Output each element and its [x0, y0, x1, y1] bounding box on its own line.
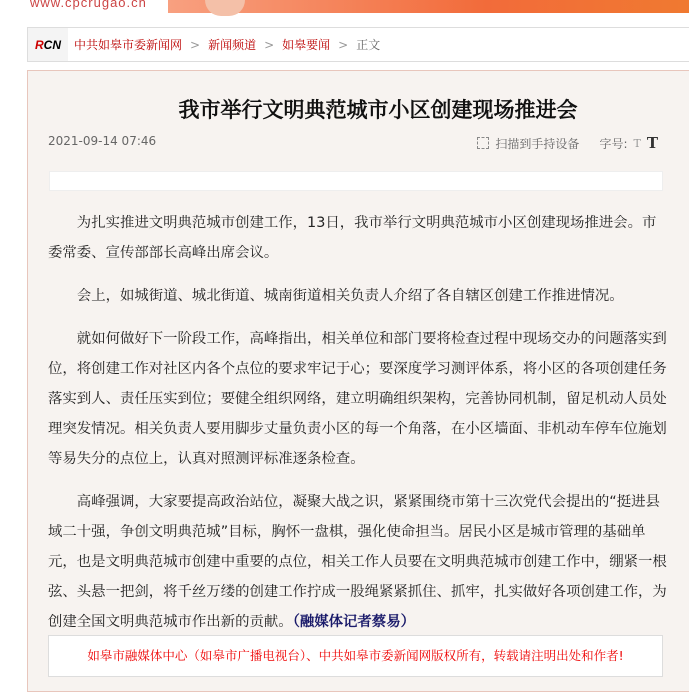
- breadcrumb: [27, 27, 689, 62]
- rcn-logo[interactable]: R CN: [28, 28, 68, 61]
- author-credit: （融媒体记者蔡易）: [292, 614, 415, 630]
- article-meta: [48, 134, 658, 152]
- qr-code-icon[interactable]: [477, 137, 489, 149]
- chevron-right-icon: >: [264, 37, 275, 52]
- paragraph: 为扎实推进文明典范城市创建工作，13日，我市举行文明典范城市小区创建现场推进会。市委常委、宣传部部长高峰出席会议。: [48, 215, 657, 261]
- chevron-right-icon: >: [190, 37, 201, 52]
- font-size-label: 字号:: [599, 136, 628, 151]
- article-body: [48, 208, 670, 650]
- paragraph-text: 高峰强调，大家要提高政治站位，凝聚大战之识，紧紧围绕市第十三次党代会提出的“挺进县域二十强，争创文明典范城”目标，胸怀一盘棋，强化使命担当。居民小区是城市管理的基础单元，也是文明典范城市创建中重要的点位，相关工作人员要在文明典范城市创建工作中，绷紧一根弦、头悬一把剑，将千丝万缕的创建工作拧成一股绳紧紧抓住、抓牢，扎实做好各项创建工作，为创建全国文明典范城市作出新的贡献。: [48, 494, 667, 630]
- top-banner: [168, 0, 689, 13]
- font-small-button[interactable]: T: [633, 136, 641, 150]
- breadcrumb-current: 正文: [356, 38, 381, 52]
- breadcrumb-home[interactable]: 中共如皋市委新闻网: [74, 38, 183, 52]
- paragraph: 会上，如城街道、城北街道、城南街道相关负责人介绍了各自辖区创建工作推进情况。: [76, 288, 624, 304]
- paragraph: 就如何做好下一阶段工作，高峰指出，相关单位和部门要将检查过程中现场交办的问题落实到位，将创建工作对社区内各个点位的要求牢记于心；要深度学习测评体系，将小区的各项创建任务落实到人、责任压实到位；要健全组织网络，建立明确组织架构，完善协同机制，留足机动人员处理突发情况。相关负责人要用脚步丈量负责小区的每一个角落，在小区墙面、非机动车停车位施划等易失分的点位上，认真对照测评标准逐条检查。: [48, 331, 667, 467]
- blank-box: [49, 171, 663, 191]
- breadcrumb-rugao-news[interactable]: 如皋要闻: [282, 38, 331, 52]
- breadcrumb-news-channel[interactable]: 新闻频道: [208, 38, 257, 52]
- font-large-button[interactable]: T: [646, 134, 658, 152]
- banner-bubble: [205, 0, 245, 16]
- chevron-right-icon: >: [338, 37, 349, 52]
- copyright-notice: 如皋市融媒体中心（如皋市广播电视台）、中共如皋市委新闻网版权所有，转载请注明出处和作者!: [48, 635, 663, 677]
- article-title: 我市举行文明典范城市小区创建现场推进会: [178, 98, 578, 122]
- site-url: www.cpcrugao.cn: [30, 0, 147, 10]
- scan-to-device-link[interactable]: 扫描到手持设备: [495, 136, 580, 151]
- article: [27, 70, 689, 692]
- publish-datetime: 2021-09-14 07:46: [48, 134, 157, 148]
- paragraph: [48, 487, 670, 637]
